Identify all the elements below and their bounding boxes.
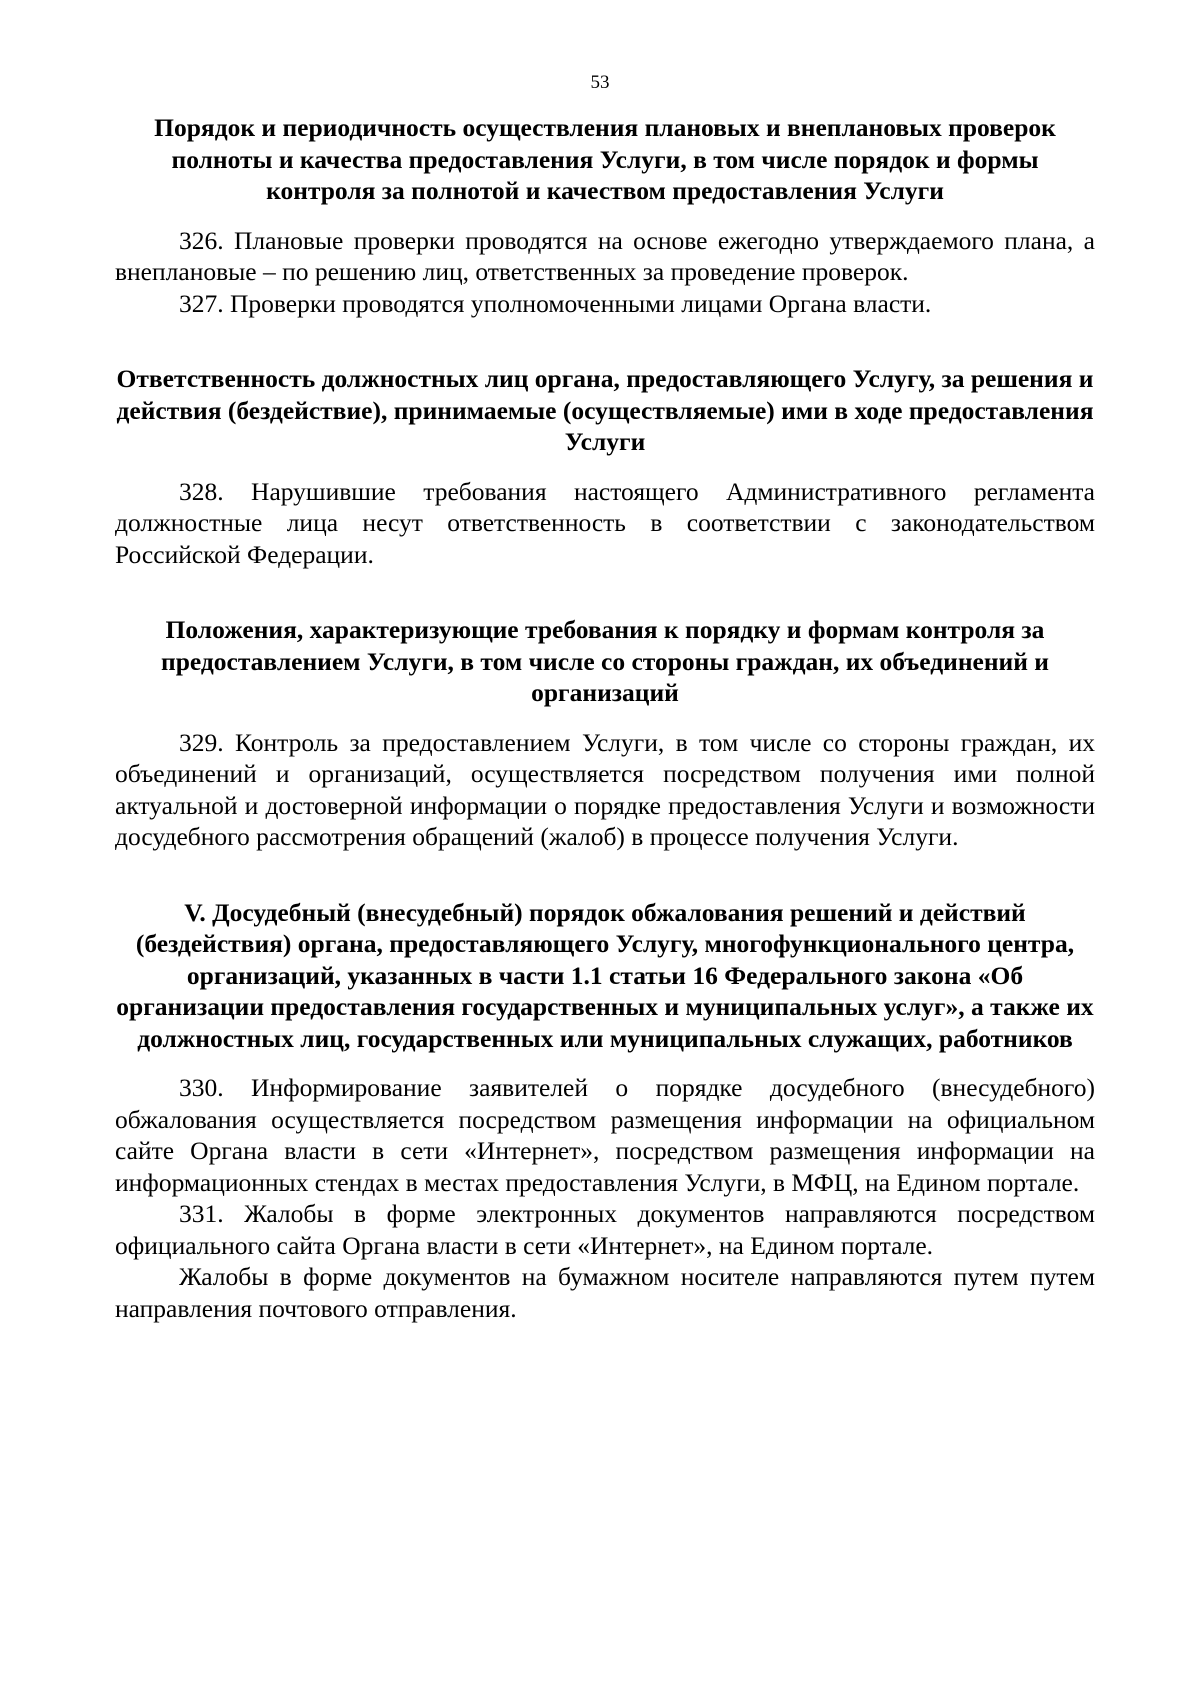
- paragraph-327: 327. Проверки проводятся уполномоченными лицами Органа власти.: [179, 288, 932, 318]
- paragraph-326: 326. Плановые проверки проводятся на основе ежегодно утверждаемого плана, а внеплановые – по решению лиц, ответственных за проведение проверок.: [115, 225, 1095, 286]
- section-heading: Порядок и периодичность осуществления плановых и внеплановых проверок полноты и качества предоставления Услуги, в том числе порядок и формы контроля за полнотой и качеством предоставления Услуги: [154, 113, 1056, 205]
- section-inspections: [115, 112, 1095, 319]
- paragraph-330: 330. Информирование заявителей о порядке досудебного (внесудебного) обжалования осуществляется посредством размещения информации на официальном сайте Органа власти в сети «Интернет», посредством размещения информации на информационных стендах в местах предоставления Услуги, в МФЦ, на Едином портале.: [115, 1073, 1095, 1197]
- paragraph-329: 329. Контроль за предоставлением Услуги, в том числе со стороны граждан, их объединений и организаций, осуществляется посредством получения ими полной актуальной и достоверной информации о порядке предоставления Услуги и возможности досудебного рассмотрения обращений (жалоб) в процессе получения Услуги.: [115, 727, 1095, 851]
- page-content: [115, 112, 1095, 1324]
- section-heading: V. Досудебный (внесудебный) порядок обжалования решений и действий (бездействия) органа, предоставляющего Услугу, многофункционального центра, организаций, указанных в части 1.1 статьи 16 Федерального закона «Об организации предоставления государственных и муниципальных услуг», а также их должностных лиц, государственных или муниципальных служащих, работников: [116, 897, 1094, 1053]
- section-control-provisions: [115, 614, 1095, 853]
- page-number: 53: [590, 72, 610, 93]
- paragraph-328: 328. Нарушившие требования настоящего Административного регламента должностные лица несут ответственность в соответствии с законодательством Российской Федерации.: [115, 476, 1095, 569]
- paragraph-331: 331. Жалобы в форме электронных документов направляются посредством официального сайта Органа власти в сети «Интернет», на Едином портале.: [115, 1199, 1095, 1260]
- section-heading: Положения, характеризующие требования к порядку и формам контроля за предоставлением Услуги, в том числе со стороны граждан, их объединений и организаций: [161, 615, 1049, 707]
- paragraph-paper-complaints: Жалобы в форме документов на бумажном носителе направляются путем путем направления почтового отправления.: [115, 1262, 1095, 1323]
- section-pretrial-appeal: [115, 897, 1095, 1325]
- section-heading: Ответственность должностных лиц органа, предоставляющего Услугу, за решения и действия (бездействие), принимаемые (осуществляемые) ими в ходе предоставления Услуги: [116, 364, 1094, 456]
- section-responsibility: [115, 363, 1095, 570]
